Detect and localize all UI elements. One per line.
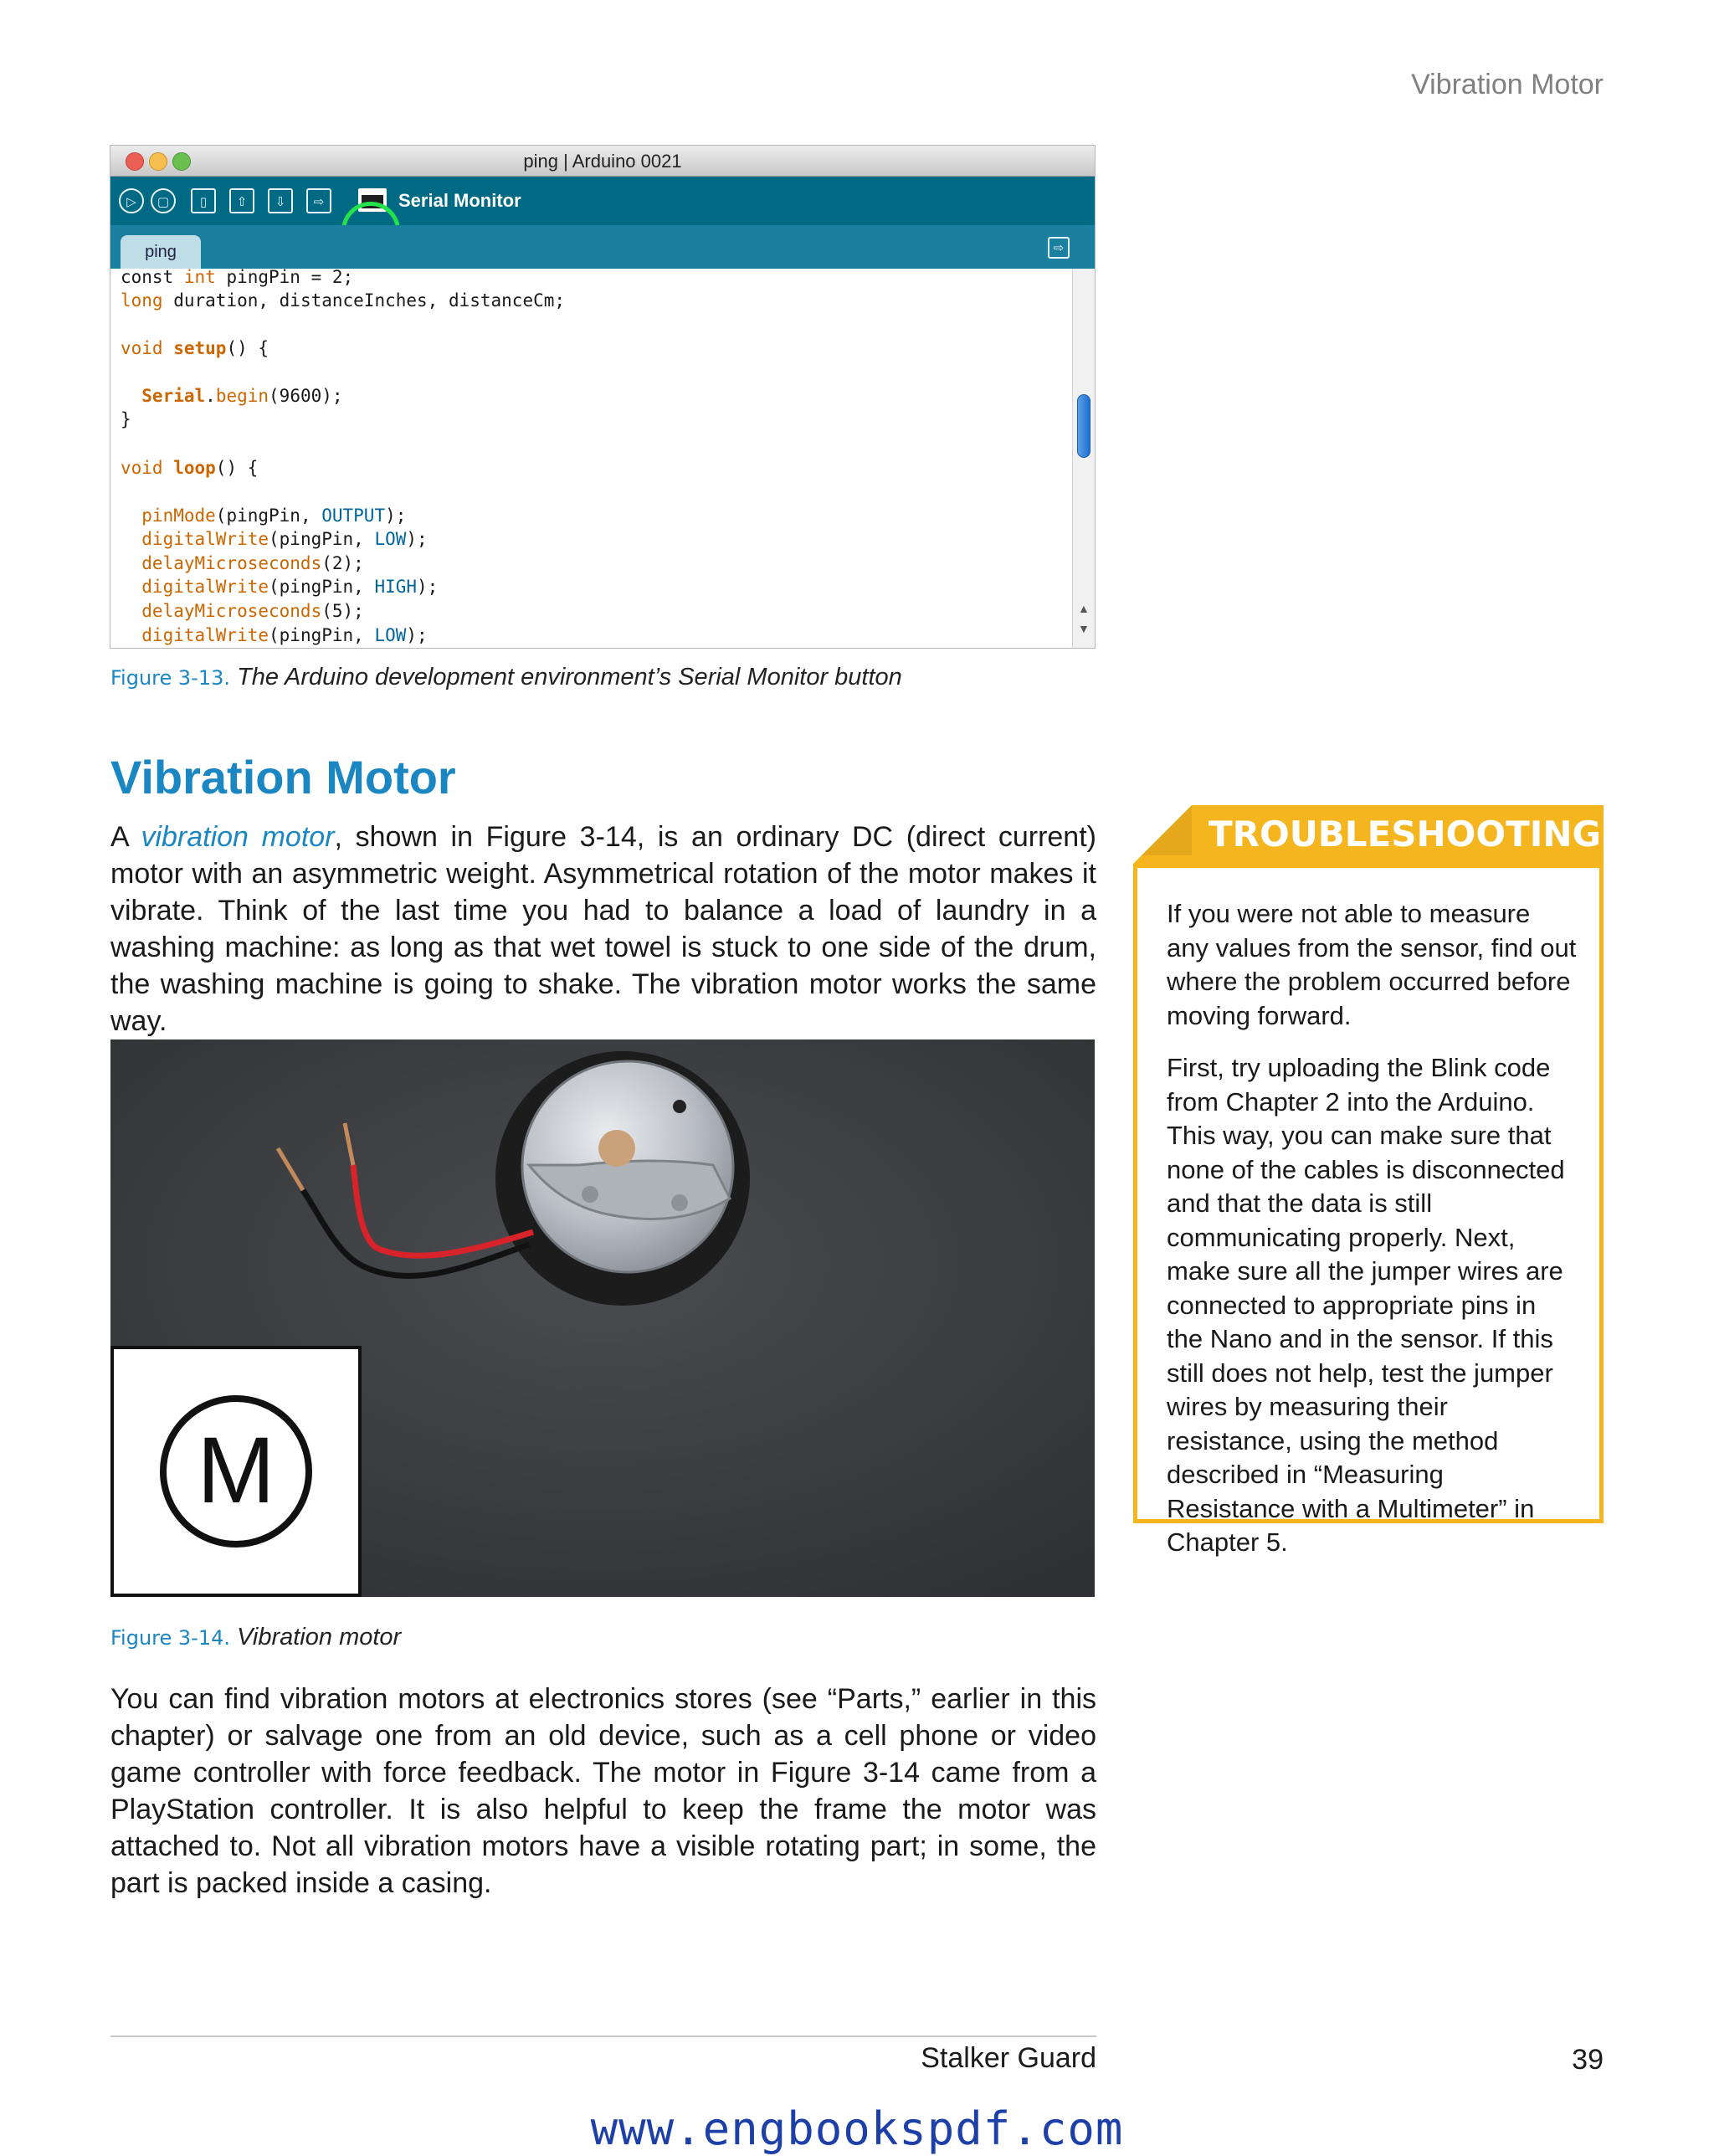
section-heading: Vibration Motor: [110, 751, 456, 803]
code-token-int: int: [183, 269, 216, 287]
verify-play-icon: ▷: [119, 188, 144, 213]
code-token-delay: delayMicroseconds: [121, 601, 322, 621]
paragraph-text: A: [110, 821, 141, 853]
code-token-digitalwrite: digitalWrite: [121, 577, 269, 597]
code-token-dot: .: [205, 386, 216, 406]
code-token-rest: duration, distanceInches, distanceCm;: [162, 290, 566, 311]
scroll-down-arrow-icon: ▼: [1078, 622, 1090, 635]
scroll-up-arrow-icon: ▲: [1078, 602, 1090, 615]
stop-icon: ▢: [151, 188, 176, 213]
body-paragraph: [110, 819, 1096, 1040]
code-token-delay: delayMicroseconds: [121, 553, 322, 573]
code-token-pinmode: pinMode: [121, 506, 216, 526]
code-line: [121, 290, 565, 311]
code-token-low: LOW: [374, 529, 407, 549]
serial-monitor-label: Serial Monitor: [398, 190, 521, 211]
code-token-end: );: [406, 625, 428, 645]
code-token-rest: (pingPin,: [215, 506, 322, 526]
motor-symbol-letter: M: [197, 1418, 275, 1522]
paragraph-text: , shown in Figure 3-14, is an ordinary DC (direct current) motor with an asymmetric weight. Asymmetrical rotation of the motor makes it vibrate. Think of the last time you had to balance a load of laundry in a washing machine: as long as that wet towel is stuck to one side of the drum, the washing machine is going to shake. The vibration motor works the same way.: [110, 821, 1096, 1037]
code-token-loop: loop: [162, 458, 216, 478]
code-line: [121, 269, 353, 287]
code-line: [121, 601, 364, 621]
code-line: [121, 625, 428, 645]
code-token-digitalwrite: digitalWrite: [121, 529, 269, 549]
arduino-ide-screenshot: [110, 146, 1095, 648]
window-titlebar: [110, 146, 1095, 177]
sidebar-paragraph: If you were not able to measure any values from the sensor, find out where the problem occurred before moving forward.: [1167, 899, 1577, 1030]
code-token-rest: pingPin = 2;: [215, 269, 354, 287]
watermark-url: www.engbookspdf.com: [590, 2102, 1124, 2155]
code-token-rest: () {: [215, 458, 259, 478]
figure-caption-text: The Arduino development environment’s Serial Monitor button: [237, 664, 902, 690]
code-token-begin: begin: [215, 386, 269, 406]
footer-divider: [110, 2035, 1096, 2037]
scrollbar-thumb: [1077, 394, 1090, 458]
tab-ping: ping: [121, 235, 201, 269]
code-token-end: );: [417, 577, 439, 597]
term-link: vibration motor: [141, 821, 335, 853]
code-token-digitalwrite: digitalWrite: [121, 625, 269, 645]
code-line: [121, 577, 438, 597]
code-line: [121, 458, 258, 478]
ide-toolbar: [110, 177, 1095, 225]
code-token-rest: (9600);: [269, 386, 343, 406]
figure-number: Figure 3-13.: [110, 666, 231, 690]
code-token-rest: (5);: [321, 601, 364, 621]
new-file-icon: ▯: [191, 188, 216, 213]
motor-symbol-circle: [160, 1395, 312, 1548]
code-token-const: const: [121, 269, 184, 287]
sidebar-corner-icon: [1133, 805, 1192, 864]
code-token-rest: () {: [226, 338, 269, 358]
code-line: [121, 506, 406, 526]
code-token-long: long: [121, 290, 163, 311]
code-token-rest: (pingPin,: [269, 625, 375, 645]
editor-scrollbar: [1072, 269, 1095, 648]
save-file-icon: ⇩: [268, 188, 293, 213]
running-header: Vibration Motor: [1411, 69, 1604, 100]
code-token-void: void: [121, 458, 163, 478]
sidebar-title: TROUBLESHOOTING: [1209, 814, 1601, 855]
code-token-rest: (2);: [321, 553, 364, 573]
code-line: }: [121, 409, 131, 429]
window-title: ping | Arduino 0021: [523, 151, 682, 172]
code-line: [121, 338, 269, 358]
open-file-icon: ⇧: [229, 188, 254, 213]
figure-number: Figure 3-14.: [110, 1626, 231, 1650]
code-line: [121, 386, 343, 406]
figure-caption: [110, 664, 902, 691]
upload-icon: ⇨: [306, 188, 331, 213]
code-token-rest: (pingPin,: [269, 577, 375, 597]
figure-caption-text: Vibration motor: [237, 1624, 402, 1650]
code-token-end: );: [406, 529, 428, 549]
figure-caption: [110, 1624, 401, 1651]
code-token-high: HIGH: [374, 577, 418, 597]
body-paragraph: You can find vibration motors at electronics stores (see “Parts,” earlier in this chapter) or salvage one from an old device, such as a cell phone or video game controller with force feedback. The motor in Figure 3-14 came from a PlayStation controller. It is also helpful to keep the frame the motor was attached to. Not all vibration motors have a visible rotating part; in some, the part is packed inside a casing.: [110, 1683, 1096, 1899]
code-token-setup: setup: [162, 338, 227, 358]
code-line: [121, 553, 364, 573]
code-token-serial: Serial: [121, 386, 206, 406]
code-token-rest: (pingPin,: [269, 529, 375, 549]
sidebar-paragraph: First, try uploading the Blink code from Chapter 2 into the Arduino. This way, you can make sure that none of the cables is disconnected and that the data is still communicating properly. Next, make sure all the jumper wires are connected to appropriate pins in the Nano and in the sensor. If this still does not help, test the jumper wires by measuring their resistance, using the method described in “Measuring Resistance with a Multimeter” in Chapter 5.: [1167, 1053, 1565, 1557]
footer-book-title: Stalker Guard: [921, 2042, 1096, 2074]
code-token-output: OUTPUT: [321, 506, 386, 526]
code-token-end: );: [385, 506, 407, 526]
code-token-void: void: [121, 338, 163, 358]
tab-menu-arrow-icon: ⇨: [1048, 237, 1070, 259]
code-editor: [110, 269, 1073, 648]
code-line: [121, 529, 428, 549]
page-number: 39: [1572, 2044, 1604, 2076]
code-token-low: LOW: [374, 625, 407, 645]
ide-tab-bar: [110, 225, 1095, 269]
motor-schematic-symbol: [110, 1346, 362, 1597]
